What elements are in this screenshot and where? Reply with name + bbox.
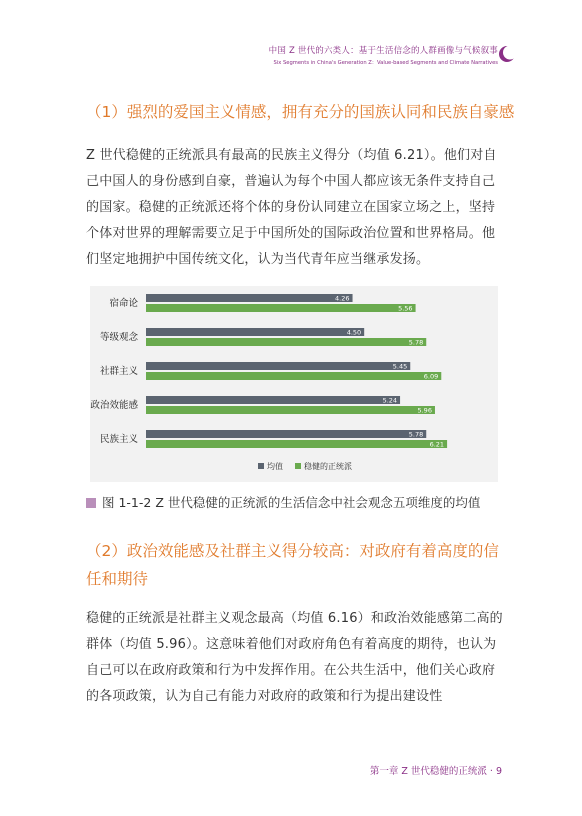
crescent-logo-icon — [498, 44, 516, 64]
bar-value-label: 4.50 — [346, 328, 362, 337]
bar-value-label: 4.26 — [335, 294, 350, 303]
bar-value-label: 5.45 — [392, 362, 408, 371]
caption-text: 图 1-1-2 Z 世代稳健的正统派的生活信念中社会观念五项维度的均值 — [102, 495, 481, 510]
bar-value-label: 6.21 — [429, 440, 445, 449]
bar-chart — [90, 286, 498, 482]
page-header — [269, 44, 498, 66]
legend-swatch — [295, 463, 301, 469]
bar-segment — [146, 406, 435, 414]
bar-value-label: 5.56 — [398, 304, 413, 313]
bar-value-label: 5.78 — [408, 430, 424, 439]
bar-mean — [146, 396, 400, 404]
caption-square-icon — [86, 498, 96, 508]
section1-paragraph: Z 世代稳健的正统派具有最高的民族主义得分（均值 6.21）。他们对自己中国人的身份感到自豪，普遍认为每个中国人都应该无条件支持自己的国家。稳健的正统派还将个体的身份认同建立在国家立场之上，坚持个体对世界的理解需要立足于中国所处的国际政治位置和世界格局。他们坚定地拥护中国传统文化，认为当代青年应当继承发扬。 — [86, 148, 497, 267]
page-footer: 第一章 Z 世代稳健的正统派 · 9 — [369, 766, 502, 777]
bar-mean — [146, 294, 353, 302]
category-label: 等级观念 — [99, 332, 138, 343]
bar-mean — [146, 362, 410, 370]
bar-segment — [146, 338, 426, 346]
category-label: 社群主义 — [99, 366, 138, 377]
bar-segment — [146, 372, 441, 380]
bar-mean — [146, 430, 426, 438]
bar-value-label: 6.09 — [423, 372, 439, 381]
header-title-cn: 中国 Z 世代的六类人：基于生活信念的人群画像与气候叙事 — [268, 46, 498, 56]
bar-segment — [146, 440, 447, 448]
bar-segment — [146, 304, 416, 312]
section1-heading: （1）强烈的爱国主义情感，拥有充分的国族认同和民族自豪感 — [86, 103, 515, 121]
header-title-en: Six Segments in China's Generation Z：Value-based Segments and Climate Narratives — [273, 60, 498, 66]
section2-heading: （2）政治效能感及社群主义得分较高：对政府有着高度的信任和期待 — [86, 542, 499, 588]
category-label: 民族主义 — [99, 434, 138, 445]
category-label: 宿命论 — [109, 298, 138, 309]
figure-caption — [86, 494, 516, 512]
section2-paragraph: 稳健的正统派是社群主义观念最高（均值 6.16）和政治效能感第二高的群体（均值 5.96）。这意味着他们对政府角色有着高度的期待，也认为自己可以在政府政策和行为中发挥作用。在公共生活中，他们关心政府的各项政策，认为自己有能力对政府的政策和行为提出建设性 — [86, 611, 503, 704]
bar-chart-svg — [90, 286, 498, 482]
legend-swatch — [258, 463, 264, 469]
category-label: 政治效能感 — [90, 400, 138, 411]
bar-value-label: 5.78 — [408, 338, 424, 347]
legend-label: 均值 — [267, 462, 283, 471]
legend-label: 稳健的正统派 — [304, 462, 352, 471]
bar-value-label: 5.24 — [382, 396, 398, 405]
bar-mean — [146, 328, 364, 336]
bar-value-label: 5.96 — [417, 406, 432, 415]
